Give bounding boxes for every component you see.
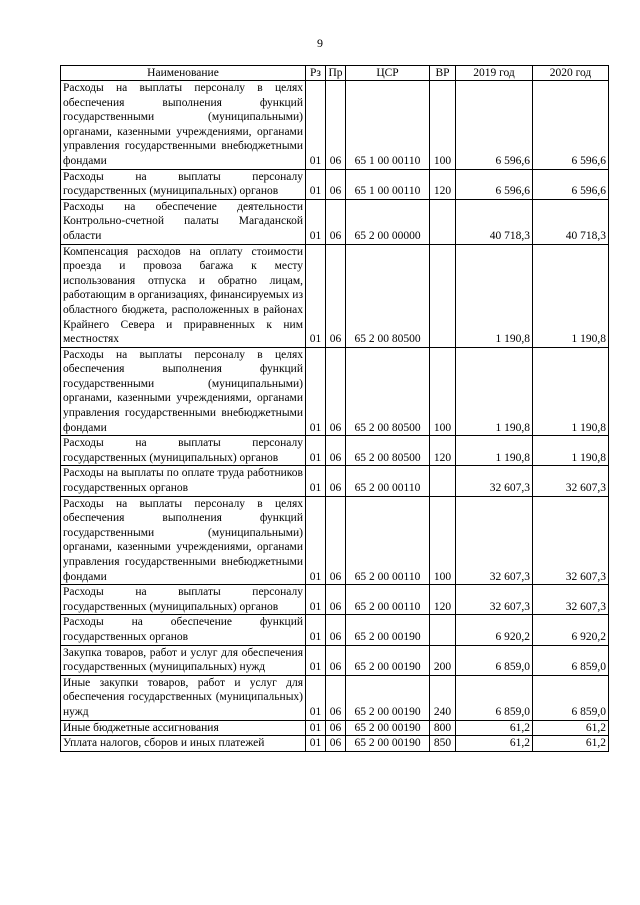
- row-csr: 65 2 00 00190: [346, 615, 430, 645]
- row-pr: 06: [326, 585, 346, 615]
- row-rz: 01: [306, 615, 326, 645]
- row-vr: 100: [430, 347, 456, 436]
- row-name: Расходы на выплаты персоналу государственных (муниципальных) органов: [61, 169, 306, 199]
- budget-table: [60, 65, 609, 752]
- row-csr: 65 2 00 00190: [346, 645, 430, 675]
- table-row: [61, 615, 609, 645]
- row-vr: 100: [430, 496, 456, 585]
- row-vr: [430, 199, 456, 244]
- table-row: [61, 585, 609, 615]
- row-vr: 120: [430, 585, 456, 615]
- row-2019: 6 859,0: [456, 645, 533, 675]
- row-2019: 6 596,6: [456, 169, 533, 199]
- header-pr: Пр: [326, 66, 346, 81]
- table-row: [61, 436, 609, 466]
- row-vr: 240: [430, 675, 456, 720]
- row-2020: 6 920,2: [533, 615, 609, 645]
- row-2019: 61,2: [456, 736, 533, 752]
- row-pr: 06: [326, 436, 346, 466]
- table-row: [61, 736, 609, 752]
- row-2019: 32 607,3: [456, 466, 533, 496]
- row-vr: [430, 466, 456, 496]
- row-name: Расходы на выплаты персоналу в целях обеспечения выполнения функций государственными (муниципальными) органами, казенными учреждениями, органами управления государственными внебюджетными фондами: [61, 347, 306, 436]
- row-rz: 01: [306, 169, 326, 199]
- page-number: 9: [317, 36, 323, 50]
- row-2020: 1 190,8: [533, 436, 609, 466]
- row-pr: 06: [326, 720, 346, 736]
- row-2019: 61,2: [456, 720, 533, 736]
- row-vr: [430, 615, 456, 645]
- row-2020: 32 607,3: [533, 585, 609, 615]
- row-csr: 65 2 00 00190: [346, 720, 430, 736]
- row-2019: 40 718,3: [456, 199, 533, 244]
- row-2020: 6 596,6: [533, 169, 609, 199]
- row-name: Уплата налогов, сборов и иных платежей: [61, 736, 306, 752]
- row-csr: 65 2 00 00110: [346, 585, 430, 615]
- row-2019: 1 190,8: [456, 347, 533, 436]
- row-name: Расходы на выплаты персоналу государственных (муниципальных) органов: [61, 585, 306, 615]
- row-rz: 01: [306, 496, 326, 585]
- row-pr: 06: [326, 81, 346, 170]
- row-pr: 06: [326, 199, 346, 244]
- table-header-row: [61, 66, 609, 81]
- row-2020: 1 190,8: [533, 244, 609, 347]
- row-name: Иные бюджетные ассигнования: [61, 720, 306, 736]
- table-row: [61, 675, 609, 720]
- row-2020: 61,2: [533, 736, 609, 752]
- row-name: Расходы на выплаты по оплате труда работников государственных органов: [61, 466, 306, 496]
- table-row: [61, 496, 609, 585]
- row-csr: 65 2 00 00110: [346, 466, 430, 496]
- row-rz: 01: [306, 466, 326, 496]
- row-2019: 6 859,0: [456, 675, 533, 720]
- row-pr: 06: [326, 615, 346, 645]
- table-row: [61, 645, 609, 675]
- row-rz: 01: [306, 81, 326, 170]
- row-vr: [430, 244, 456, 347]
- header-2019: 2019 год: [456, 66, 533, 81]
- table-row: [61, 81, 609, 170]
- row-2020: 6 596,6: [533, 81, 609, 170]
- row-name: Закупка товаров, работ и услуг для обеспечения государственных (муниципальных) нужд: [61, 645, 306, 675]
- row-rz: 01: [306, 720, 326, 736]
- row-rz: 01: [306, 244, 326, 347]
- row-2020: 6 859,0: [533, 645, 609, 675]
- row-rz: 01: [306, 436, 326, 466]
- row-name: Компенсация расходов на оплату стоимости проезда и провоза багажа к месту использования отпуска и обратно лицам, работающим в организациях, финансируемых из областного бюджета, расположенных в районах Крайнего Севера и приравненных к ним местностях: [61, 244, 306, 347]
- header-vr: ВР: [430, 66, 456, 81]
- row-name: Расходы на выплаты персоналу в целях обеспечения выполнения функций государственными (муниципальными) органами, казенными учреждениями, органами управления государственными внебюджетными фондами: [61, 81, 306, 170]
- row-2019: 1 190,8: [456, 436, 533, 466]
- table-row: [61, 244, 609, 347]
- row-rz: 01: [306, 675, 326, 720]
- row-csr: 65 2 00 80500: [346, 347, 430, 436]
- row-2020: 40 718,3: [533, 199, 609, 244]
- table-row: [61, 466, 609, 496]
- header-rz: Рз: [306, 66, 326, 81]
- row-pr: 06: [326, 675, 346, 720]
- row-csr: 65 1 00 00110: [346, 169, 430, 199]
- row-vr: 800: [430, 720, 456, 736]
- row-2019: 32 607,3: [456, 496, 533, 585]
- row-2019: 6 596,6: [456, 81, 533, 170]
- row-vr: 120: [430, 169, 456, 199]
- row-2020: 6 859,0: [533, 675, 609, 720]
- row-pr: 06: [326, 736, 346, 752]
- row-2020: 32 607,3: [533, 466, 609, 496]
- row-2020: 61,2: [533, 720, 609, 736]
- row-vr: 200: [430, 645, 456, 675]
- row-vr: 120: [430, 436, 456, 466]
- row-rz: 01: [306, 736, 326, 752]
- table-row: [61, 199, 609, 244]
- row-csr: 65 2 00 00190: [346, 675, 430, 720]
- row-csr: 65 1 00 00110: [346, 81, 430, 170]
- row-csr: 65 2 00 00000: [346, 199, 430, 244]
- row-rz: 01: [306, 347, 326, 436]
- row-name: Расходы на обеспечение деятельности Контрольно-счетной палаты Магаданской области: [61, 199, 306, 244]
- table-row: [61, 720, 609, 736]
- table-row: [61, 347, 609, 436]
- row-pr: 06: [326, 244, 346, 347]
- row-name: Расходы на выплаты персоналу в целях обеспечения выполнения функций государственными (муниципальными) органами, казенными учреждениями, органами управления государственными внебюджетными фондами: [61, 496, 306, 585]
- row-2020: 1 190,8: [533, 347, 609, 436]
- row-pr: 06: [326, 466, 346, 496]
- row-csr: 65 2 00 00110: [346, 496, 430, 585]
- row-pr: 06: [326, 496, 346, 585]
- row-rz: 01: [306, 199, 326, 244]
- header-2020: 2020 год: [533, 66, 609, 81]
- table-row: [61, 169, 609, 199]
- row-name: Иные закупки товаров, работ и услуг для обеспечения государственных (муниципальных) нужд: [61, 675, 306, 720]
- row-csr: 65 2 00 00190: [346, 736, 430, 752]
- row-pr: 06: [326, 169, 346, 199]
- row-2019: 1 190,8: [456, 244, 533, 347]
- header-csr: ЦСР: [346, 66, 430, 81]
- row-vr: 850: [430, 736, 456, 752]
- row-2019: 32 607,3: [456, 585, 533, 615]
- row-pr: 06: [326, 347, 346, 436]
- table-body: [61, 81, 609, 752]
- row-pr: 06: [326, 645, 346, 675]
- row-csr: 65 2 00 80500: [346, 244, 430, 347]
- row-2020: 32 607,3: [533, 496, 609, 585]
- row-csr: 65 2 00 80500: [346, 436, 430, 466]
- row-vr: 100: [430, 81, 456, 170]
- row-2019: 6 920,2: [456, 615, 533, 645]
- row-name: Расходы на обеспечение функций государственных органов: [61, 615, 306, 645]
- row-rz: 01: [306, 645, 326, 675]
- row-rz: 01: [306, 585, 326, 615]
- row-name: Расходы на выплаты персоналу государственных (муниципальных) органов: [61, 436, 306, 466]
- header-name: Наименование: [61, 66, 306, 81]
